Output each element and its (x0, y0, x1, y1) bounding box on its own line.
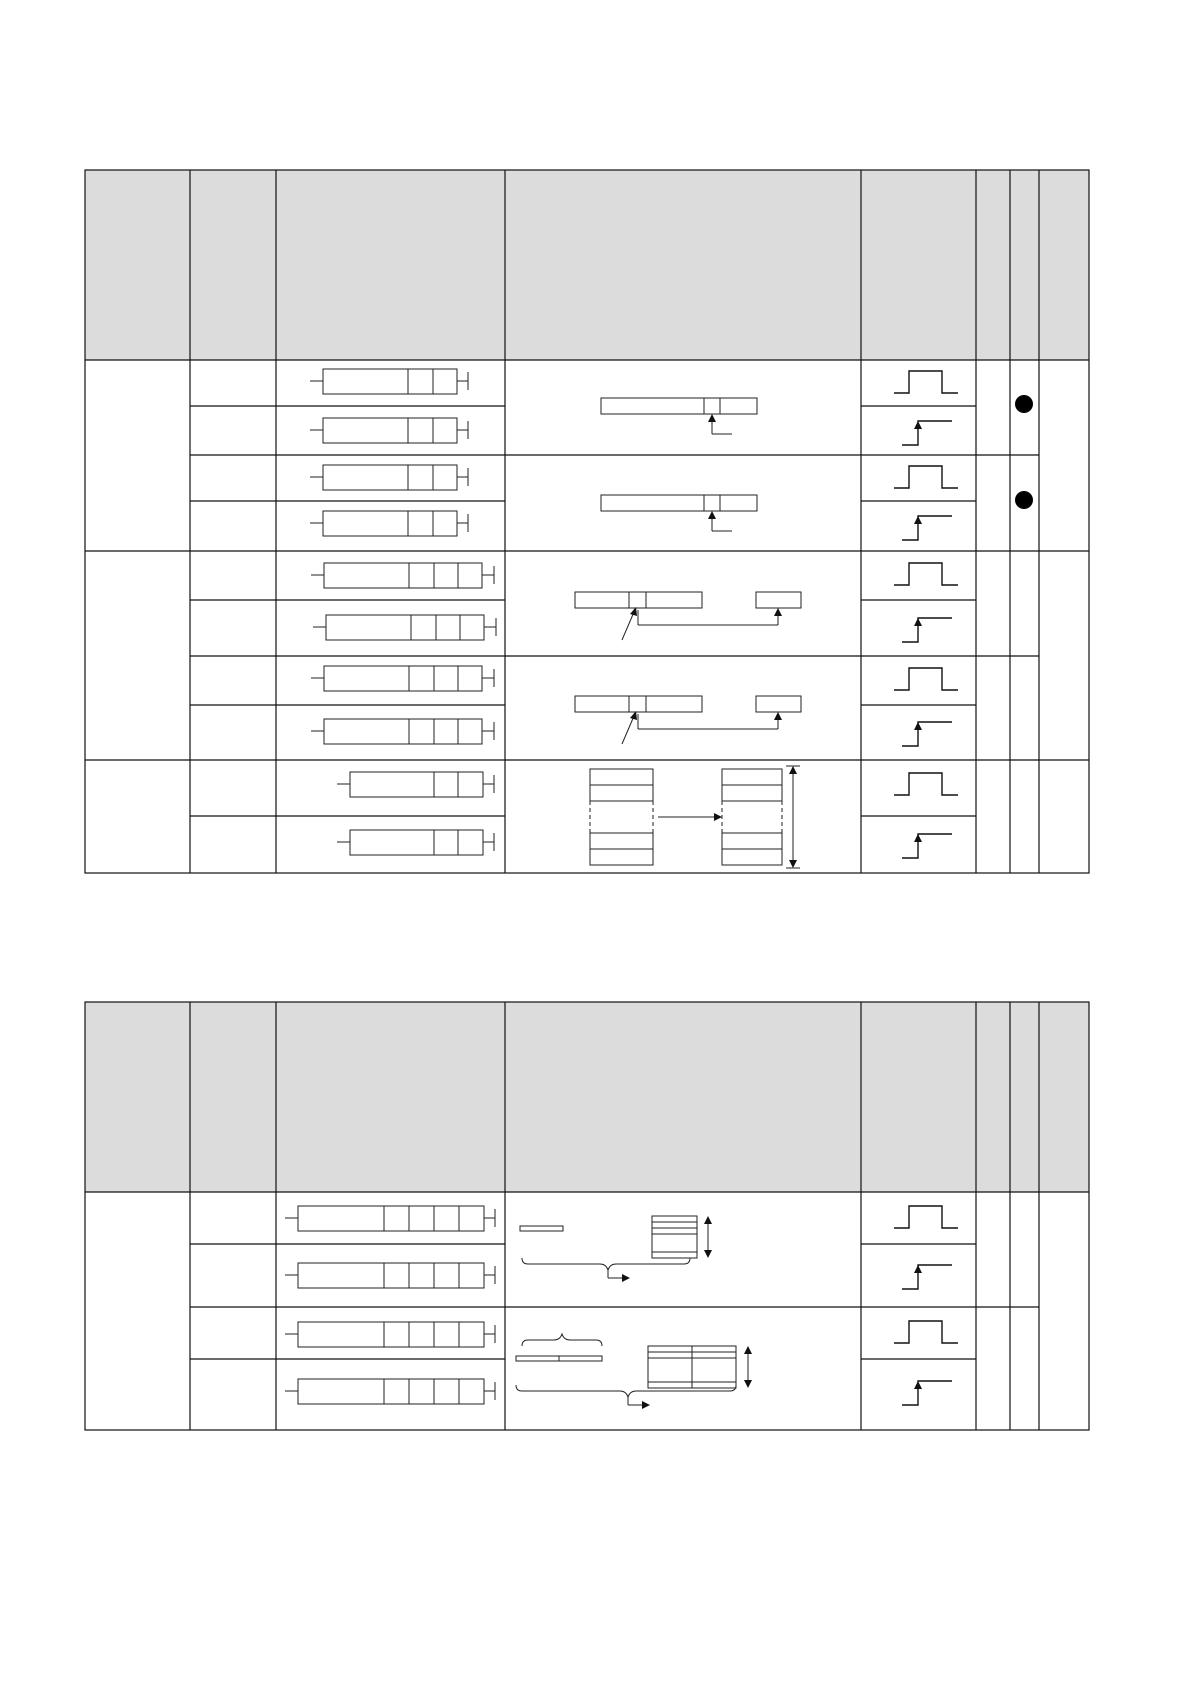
ladder-instruction-boxes-t2 (285, 1206, 495, 1404)
rising-edge-icon (902, 1265, 952, 1289)
execution-condition-icons-2 (894, 1206, 958, 1405)
processing-diagram-6 (520, 1216, 712, 1282)
pulse-on-icon (894, 1321, 958, 1343)
rising-edge-icon (902, 1381, 952, 1405)
table-2-header (85, 1002, 1089, 1192)
pulse-on-icon (894, 1206, 958, 1228)
processing-diagram-7 (516, 1334, 752, 1409)
